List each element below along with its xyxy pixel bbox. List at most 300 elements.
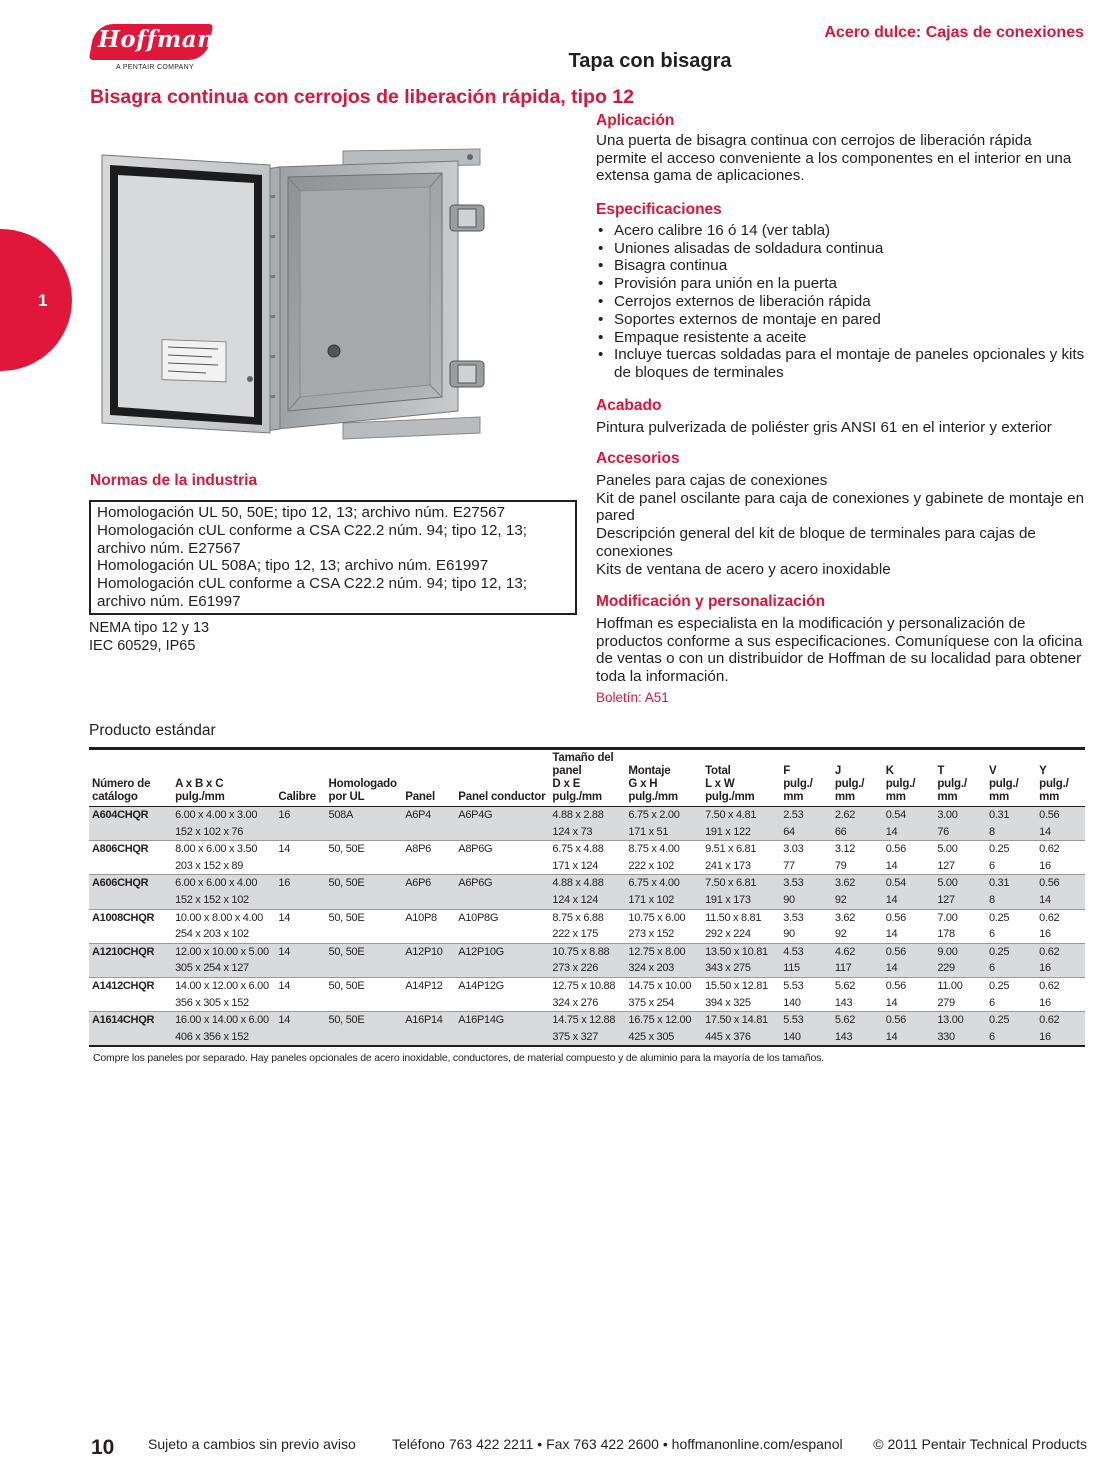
table-row <box>89 977 1085 994</box>
table-cell: 273 x 152 <box>628 928 674 941</box>
table-cell: 6.75 x 2.00 <box>625 807 702 824</box>
table-cell: 11.50 x 8.81 <box>702 909 780 926</box>
table-cell: 7.50 x 6.81 <box>702 875 780 892</box>
specifications-heading: Especificaciones <box>596 201 722 218</box>
table-cell: 0.56 <box>883 943 935 960</box>
table-cell: 14 <box>1036 824 1085 841</box>
table-cell <box>326 824 403 841</box>
column-header-line: D x E <box>552 778 581 790</box>
table-cell: 425 x 305 <box>625 1029 702 1047</box>
table-row <box>89 892 1085 909</box>
table-cell: A14P12 <box>402 977 455 994</box>
table-cell: A8P6G <box>455 841 549 858</box>
table-cell: 6.75 x 4.88 <box>549 841 625 858</box>
standard-line: Homologación UL 508A; tipo 12, 13; archivo núm. E61997 <box>97 557 489 575</box>
table-cell: 7.50 x 4.81 <box>702 807 780 824</box>
table-row <box>89 909 1085 926</box>
table-cell: A14P12G <box>455 977 549 994</box>
table-cell: 14.75 x 10.00 <box>625 977 702 994</box>
table-cell: 79 <box>834 859 847 872</box>
column-header-line: catálogo <box>92 791 138 803</box>
table-cell: 5.53 <box>780 1012 832 1029</box>
table-cell: 14 <box>275 977 325 994</box>
table-cell <box>275 892 325 909</box>
table-cell: 6 <box>988 996 995 1009</box>
column-header-line: L x W <box>705 778 735 790</box>
table-cell: 273 x 226 <box>549 960 625 977</box>
standard-line: Homologación cUL conforme a CSA C22.2 núm. 94; tipo 12, 13; archivo núm. E27567 <box>97 521 527 557</box>
finish-text: Pintura pulverizada de poliéster gris ANSI 61 en el interior y exterior <box>596 418 1052 436</box>
table-cell: 8.75 x 6.88 <box>549 909 625 926</box>
column-header-line: mm <box>937 791 958 803</box>
table-cell: 12.00 x 10.00 x 5.00 <box>172 943 275 960</box>
table-cell: 14 <box>275 943 325 960</box>
table-cell: 90 <box>780 892 832 909</box>
table-cell: 5.62 <box>832 977 883 994</box>
rating-line: NEMA tipo 12 y 13 <box>89 620 210 636</box>
table-cell: 6 <box>986 1029 1036 1047</box>
table-cell <box>326 995 403 1012</box>
table-cell: 14 <box>275 1012 325 1029</box>
column-header <box>883 749 935 807</box>
table-cell <box>326 858 403 875</box>
table-cell: 6 <box>986 960 1036 977</box>
list-item: • Empaque resistente a aceite <box>596 329 1086 347</box>
table-cell <box>402 1029 455 1047</box>
table-cell: 171 x 102 <box>625 892 702 909</box>
table-cell: A16P14 <box>402 1012 455 1029</box>
table-cell: 0.56 <box>1036 875 1085 892</box>
specifications-list <box>596 222 1086 382</box>
table-footnote: Compre los paneles por separado. Hay paneles opcionales de acero inoxidable, conductores, de material compuesto y de aluminio para la mayoría de los tamaños. <box>93 1052 824 1064</box>
table-cell: 3.53 <box>780 909 832 926</box>
table-cell: 16.00 x 14.00 x 6.00 <box>172 1012 275 1029</box>
table-cell: 14.75 x 12.88 <box>549 1012 625 1029</box>
table-cell: 6 <box>988 859 995 872</box>
table-cell: 117 <box>832 960 883 977</box>
table-row <box>89 943 1085 960</box>
table-cell: 5.53 <box>780 977 832 994</box>
table-header-row <box>89 749 1085 807</box>
table-cell: 0.62 <box>1036 1012 1085 1029</box>
table-cell: 0.62 <box>1036 841 1085 858</box>
table-row <box>89 995 1085 1012</box>
customization-section <box>596 593 1086 707</box>
table-cell: 140 <box>780 1029 832 1047</box>
table-cell <box>326 892 403 909</box>
table-cell: A10P8 <box>402 909 455 926</box>
table-cell: 66 <box>832 824 883 841</box>
column-header-line: pulg./ <box>885 778 916 790</box>
column-header-line: mm <box>988 791 1010 803</box>
table-cell: 14 <box>883 960 935 977</box>
column-header-line: T <box>937 765 945 777</box>
table-cell: 16 <box>275 875 325 892</box>
table-cell: 191 x 122 <box>702 824 780 841</box>
table-cell: 127 <box>937 859 955 872</box>
table-cell: 0.54 <box>883 807 935 824</box>
table-cell: A8P6 <box>402 841 455 858</box>
enclosure-product-image <box>88 135 520 455</box>
column-header-line: Homologado <box>328 778 397 790</box>
table-cell <box>402 926 455 943</box>
footer-notice: Sujeto a cambios sin previo aviso <box>148 1436 356 1452</box>
column-header-line: pulg./ <box>1039 778 1069 790</box>
table-cell: A1210CHQR <box>89 943 172 960</box>
table-cell: 10.75 x 8.88 <box>549 943 625 960</box>
table-cell: 14 <box>883 1029 935 1047</box>
logo-subtitle: A PENTAIR COMPANY <box>116 64 194 71</box>
table-cell: 50, 50E <box>326 875 403 892</box>
table-cell <box>402 995 455 1012</box>
table-cell <box>455 1029 549 1047</box>
product-title: Bisagra continua con cerrojos de liberación rápida, tipo 12 <box>90 86 634 108</box>
table-cell: A12P10 <box>402 943 455 960</box>
table-cell: A1412CHQR <box>89 977 172 994</box>
column-header-line: Montaje <box>628 765 671 777</box>
accessories-section <box>596 450 1086 579</box>
table-cell: 191 x 173 <box>702 892 780 909</box>
footer-contact: Teléfono 763 422 2211 • Fax 763 422 2600 • hoffmanonline.com/espanol <box>392 1436 843 1452</box>
table-cell: 16 <box>1036 960 1085 977</box>
table-cell <box>275 960 325 977</box>
table-row <box>89 1012 1085 1029</box>
table-cell: 0.31 <box>986 807 1036 824</box>
list-item: • Bisagra continua <box>596 257 1086 275</box>
table-cell: 16 <box>275 807 325 824</box>
list-item: • Incluye tuercas soldadas para el montaje de paneles opcionales y kits de bloques de terminales <box>596 346 1086 382</box>
table-cell: 7.00 <box>934 909 986 926</box>
table-cell: 3.62 <box>832 909 883 926</box>
table-cell <box>89 824 172 841</box>
column-header-line: A x B x C <box>175 778 224 790</box>
column-header-line: mm <box>834 791 855 803</box>
table-cell: 8 <box>986 892 1036 909</box>
table-cell: 77 <box>783 859 795 872</box>
chapter-tab: 1 <box>0 229 72 371</box>
table-cell: 0.62 <box>1036 977 1085 994</box>
column-header <box>275 749 325 807</box>
finish-section <box>596 397 1086 437</box>
table-cell: 305 x 254 x 127 <box>172 960 275 977</box>
table-cell: 14 <box>275 909 325 926</box>
table-cell: 3.62 <box>832 875 883 892</box>
table-cell: 0.56 <box>883 1012 935 1029</box>
column-header-line: pulg./mm <box>552 791 602 803</box>
table-cell: A12P10G <box>455 943 549 960</box>
column-header <box>832 749 883 807</box>
column-header-line: G x H <box>628 778 658 790</box>
table-cell: 0.25 <box>986 909 1036 926</box>
table-cell: 0.25 <box>986 943 1036 960</box>
table-cell: 152 x 102 x 76 <box>172 824 275 841</box>
table-cell: 324 x 203 <box>625 960 702 977</box>
column-header-line: Y <box>1039 765 1047 777</box>
table-cell <box>402 960 455 977</box>
table-cell: 90 <box>783 928 795 941</box>
table-cell: 292 x 224 <box>705 928 751 941</box>
section-title: Acero dulce: Cajas de conexiones <box>824 24 1084 41</box>
table-cell: A16P14G <box>455 1012 549 1029</box>
table-cell: 64 <box>780 824 832 841</box>
list-item: Paneles para cajas de conexiones <box>596 471 828 489</box>
table-cell <box>275 995 325 1012</box>
table-cell: 14 <box>885 928 898 941</box>
accessories-heading: Accesorios <box>596 450 680 467</box>
table-cell <box>402 858 455 875</box>
table-cell <box>455 858 549 875</box>
standard-line: Homologación cUL conforme a CSA C22.2 núm. 94; tipo 12, 13; archivo núm. E61997 <box>97 575 527 610</box>
list-item: • Cerrojos externos de liberación rápida <box>596 293 1086 311</box>
table-cell: 143 <box>832 1029 883 1047</box>
column-header-line: pulg./mm <box>175 791 225 803</box>
table-cell <box>89 892 172 909</box>
table-cell: 92 <box>832 892 883 909</box>
table-cell: 6.00 x 6.00 x 4.00 <box>172 875 275 892</box>
table-cell: A10P8G <box>455 909 549 926</box>
list-item: • Uniones alisadas de soldadura continua <box>596 240 1086 258</box>
column-header <box>780 749 832 807</box>
ratings <box>89 620 209 655</box>
table-cell: 16 <box>1036 1029 1085 1047</box>
column-header-line: Total <box>705 765 731 777</box>
table-cell: 356 x 305 x 152 <box>175 996 249 1009</box>
column-header <box>702 749 780 807</box>
list-item: Kit de panel oscilante para caja de conexiones y gabinete de montaje en pared <box>596 489 1085 525</box>
table-cell: 115 <box>780 960 832 977</box>
table-cell: 5.00 <box>934 875 986 892</box>
table-cell: 0.25 <box>986 841 1036 858</box>
table-row <box>89 875 1085 892</box>
table-cell: 50, 50E <box>326 841 403 858</box>
table-cell: 50, 50E <box>326 909 403 926</box>
standard-line: Homologación UL 50, 50E; tipo 12, 13; archivo núm. E27567 <box>97 504 506 521</box>
table-cell: A1614CHQR <box>89 1012 172 1029</box>
table-cell: 171 x 51 <box>625 824 702 841</box>
column-header-line: mm <box>885 791 906 803</box>
table-cell: 50, 50E <box>326 977 403 994</box>
table-cell: 0.56 <box>883 909 935 926</box>
table-cell: 375 x 254 <box>628 996 674 1009</box>
table-cell: 4.53 <box>780 943 832 960</box>
table-cell: 10.00 x 8.00 x 4.00 <box>172 909 275 926</box>
column-header-line: mm <box>783 791 804 803</box>
column-header-line: pulg./ <box>937 778 967 790</box>
table-cell: A604CHQR <box>89 807 172 824</box>
column-header <box>326 749 403 807</box>
table-cell: 9.00 <box>934 943 986 960</box>
table-cell: 76 <box>934 824 986 841</box>
table-cell: 10.75 x 6.00 <box>625 909 702 926</box>
list-item: • Soportes externos de montaje en pared <box>596 311 1086 329</box>
column-header-line: por UL <box>328 791 365 803</box>
column-header <box>402 749 455 807</box>
column-header-line: Número de <box>92 778 151 790</box>
table-cell: A806CHQR <box>89 841 172 858</box>
column-header <box>549 749 625 807</box>
table-row <box>89 1029 1085 1047</box>
list-item: • Provisión para unión en la puerta <box>596 275 1086 293</box>
table-row <box>89 841 1085 858</box>
customization-heading: Modificación y personalización <box>596 593 826 610</box>
table-row <box>89 858 1085 875</box>
table-cell <box>402 892 455 909</box>
table-cell <box>455 926 549 943</box>
table-cell: 445 x 376 <box>702 1029 780 1047</box>
table-cell: A6P6G <box>455 875 549 892</box>
column-header-line: J <box>834 765 842 777</box>
table-cell: 12.75 x 8.00 <box>625 943 702 960</box>
table-cell: 14 <box>883 892 935 909</box>
column-header <box>89 749 172 807</box>
table-cell: 143 <box>834 996 853 1009</box>
table-cell: 6.00 x 4.00 x 3.00 <box>172 807 275 824</box>
table-cell: 14 <box>883 824 935 841</box>
column-header-line: K <box>885 765 894 777</box>
table-cell: 14 <box>885 996 898 1009</box>
table-cell: 14 <box>885 859 898 872</box>
table-cell <box>89 858 172 875</box>
table-cell: 8 <box>986 824 1036 841</box>
table-cell: 324 x 276 <box>552 996 599 1009</box>
table-cell: 6 <box>988 928 995 941</box>
table-cell: 0.62 <box>1036 943 1085 960</box>
column-header-line: pulg./mm <box>705 791 755 803</box>
table-row <box>89 807 1085 824</box>
table-cell: 375 x 327 <box>549 1029 625 1047</box>
table-cell <box>326 926 403 943</box>
table-cell: 229 <box>934 960 986 977</box>
column-header-line: pulg./ <box>783 778 813 790</box>
table-cell: 394 x 325 <box>705 996 751 1009</box>
list-item: Kits de ventana de acero y acero inoxidable <box>596 560 891 578</box>
application-text: Una puerta de bisagra continua con cerrojos de liberación rápida permite el acceso conveniente a los componentes en el interior en una extensa gama de aplicaciones. <box>596 131 1072 185</box>
column-header-line: F <box>783 765 791 777</box>
table-cell: 0.25 <box>986 1012 1036 1029</box>
table-cell: 14 <box>1036 892 1085 909</box>
table-cell: A1008CHQR <box>89 909 172 926</box>
table-cell: 50, 50E <box>326 1012 403 1029</box>
table-cell: 13.00 <box>934 1012 986 1029</box>
table-cell: 4.88 x 4.88 <box>549 875 625 892</box>
application-heading: Aplicación <box>596 112 675 129</box>
table-cell: 16 <box>1039 928 1051 941</box>
table-row <box>89 926 1085 943</box>
table-cell: 178 <box>937 928 955 941</box>
column-header <box>455 749 549 807</box>
table-cell: 15.50 x 12.81 <box>702 977 780 994</box>
table-cell: 14.00 x 12.00 x 6.00 <box>172 977 275 994</box>
table-cell: 11.00 <box>934 977 986 994</box>
table-cell: 124 x 73 <box>549 824 625 841</box>
table-cell: 3.53 <box>780 875 832 892</box>
table-cell: 17.50 x 14.81 <box>702 1012 780 1029</box>
table-cell: 50, 50E <box>326 943 403 960</box>
table-cell: 4.88 x 2.88 <box>549 807 625 824</box>
table-cell: 3.12 <box>832 841 883 858</box>
customization-text: Hoffman es especialista en la modificación y personalización de productos conforme a sus especificaciones. Comuníquese con la oficina de ventas o con un distribuidor de Hoffman de su localidad para obtener toda la información. <box>596 614 1083 686</box>
table-cell <box>455 995 549 1012</box>
table-cell <box>89 960 172 977</box>
table-cell: A6P6 <box>402 875 455 892</box>
table-cell <box>455 892 549 909</box>
bulletin-link[interactable]: Boletín: A51 <box>596 689 669 705</box>
table-cell: 406 x 356 x 152 <box>172 1029 275 1047</box>
table-cell: 203 x 152 x 89 <box>175 859 244 872</box>
table-cell: 3.03 <box>780 841 832 858</box>
table-cell: 343 x 275 <box>702 960 780 977</box>
table-cell: 2.62 <box>832 807 883 824</box>
column-header <box>1036 749 1085 807</box>
column-header-line: V <box>988 765 997 777</box>
table-cell: 0.56 <box>883 977 935 994</box>
table-cell: 241 x 173 <box>705 859 751 872</box>
table-cell: 222 x 102 <box>628 859 674 872</box>
hoffman-logo: Hoffman® A PENTAIR COMPANY <box>92 22 212 76</box>
column-header <box>172 749 275 807</box>
column-header-line: Tamaño del <box>552 752 614 764</box>
table-caption: Producto estándar <box>89 722 216 739</box>
application-section <box>596 112 1086 185</box>
column-header-line: panel <box>552 765 582 777</box>
table-cell: 0.62 <box>1036 909 1085 926</box>
page-number: 10 <box>91 1436 115 1459</box>
table-cell: 0.56 <box>1036 807 1085 824</box>
table-row <box>89 824 1085 841</box>
standards-box <box>89 500 577 615</box>
standards-heading: Normas de la industria <box>90 472 258 489</box>
table-cell: 9.51 x 6.81 <box>702 841 780 858</box>
column-header <box>934 749 986 807</box>
table-cell: 6.75 x 4.00 <box>625 875 702 892</box>
list-item: • Acero calibre 16 ó 14 (ver tabla) <box>596 222 1086 240</box>
table-cell <box>89 926 172 943</box>
table-cell <box>455 960 549 977</box>
table-cell: 16 <box>1039 859 1051 872</box>
table-cell <box>275 1029 325 1047</box>
table-cell: 2.53 <box>780 807 832 824</box>
table-cell: A6P4G <box>455 807 549 824</box>
table-cell: 13.50 x 10.81 <box>702 943 780 960</box>
table-cell <box>326 1029 403 1047</box>
table-cell: 140 <box>783 996 801 1009</box>
table-cell: 127 <box>934 892 986 909</box>
table-cell <box>275 858 325 875</box>
column-header-line: mm <box>1039 791 1060 803</box>
table-cell <box>89 1029 172 1047</box>
table-cell: 222 x 175 <box>552 928 599 941</box>
table-cell: 5.00 <box>934 841 986 858</box>
rating-line: IEC 60529, IP65 <box>89 637 196 654</box>
table-cell: 0.25 <box>986 977 1036 994</box>
table-cell: 3.00 <box>934 807 986 824</box>
table-cell: 8.00 x 6.00 x 3.50 <box>172 841 275 858</box>
table-cell <box>89 995 172 1012</box>
column-header <box>986 749 1036 807</box>
table-cell <box>275 824 325 841</box>
column-header-line: Calibre <box>278 791 316 803</box>
table-cell: 0.54 <box>883 875 935 892</box>
column-header-line: pulg./ <box>988 778 1019 790</box>
list-item: Descripción general del kit de bloque de terminales para cajas de conexiones <box>596 525 1036 560</box>
table-cell <box>326 960 403 977</box>
table-cell: 279 <box>937 996 955 1009</box>
table-cell <box>275 926 325 943</box>
table-cell: 0.56 <box>883 841 935 858</box>
finish-heading: Acabado <box>596 397 662 414</box>
table-cell: 8.75 x 4.00 <box>625 841 702 858</box>
table-cell: 330 <box>934 1029 986 1047</box>
